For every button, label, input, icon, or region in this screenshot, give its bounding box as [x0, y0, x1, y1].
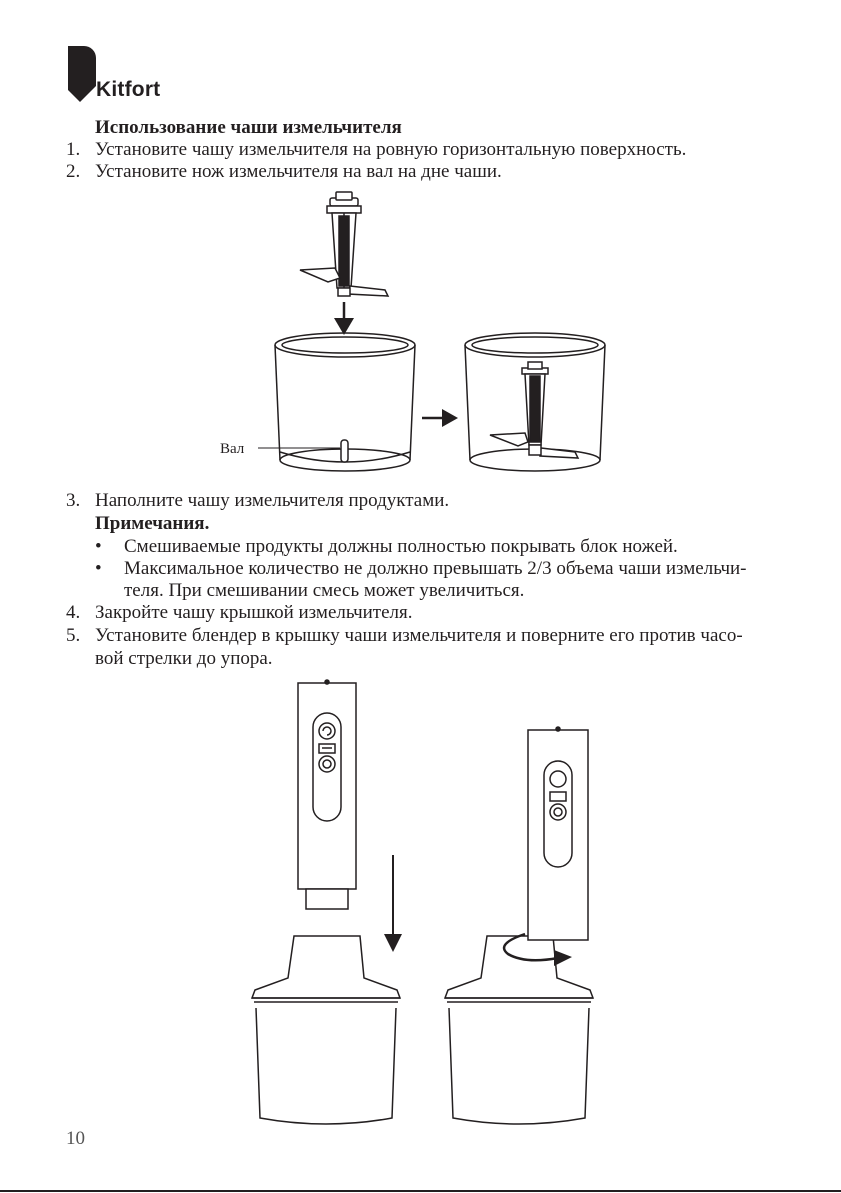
blender-lid-illustration	[240, 678, 620, 1130]
step-text: Установите блендер в крышку чаши измельчителя и поверните его против часо-	[95, 625, 743, 646]
brand-name: Kitfort	[96, 78, 161, 101]
logo-mark-icon	[66, 46, 96, 102]
shaft-callout-label: Вал	[220, 441, 245, 457]
note-bullet: •	[95, 558, 102, 579]
step-text: Наполните чашу измельчителя продуктами.	[95, 490, 450, 511]
step-number: 5.	[66, 625, 81, 646]
bottom-rule	[0, 1190, 841, 1192]
kitfort-logo	[66, 46, 166, 102]
note-text: Смешиваемые продукты должны полностью покрывать блок ножей.	[124, 536, 678, 557]
step-text: Закройте чашу крышкой измельчителя.	[95, 602, 413, 623]
note-text-continued: теля. При смешивании смесь может увеличиться.	[124, 580, 525, 601]
page-number: 10	[66, 1128, 85, 1149]
step-number: 3.	[66, 490, 81, 511]
knife-installation-illustration	[200, 190, 620, 485]
step-number: 1.	[66, 139, 81, 160]
note-text: Максимальное количество не должно превышать 2/3 объема чаши измельчи-	[124, 558, 747, 579]
step-number: 4.	[66, 602, 81, 623]
note-bullet: •	[95, 536, 102, 557]
step-text-continued: вой стрелки до упора.	[95, 648, 273, 669]
step-text: Установите нож измельчителя на вал на дне чаши.	[95, 161, 502, 182]
step-text: Установите чашу измельчителя на ровную горизонтальную поверхность.	[95, 139, 687, 160]
notes-title: Примечания.	[95, 513, 210, 534]
section-heading: Использование чаши измельчителя	[95, 117, 402, 138]
step-number: 2.	[66, 161, 81, 182]
